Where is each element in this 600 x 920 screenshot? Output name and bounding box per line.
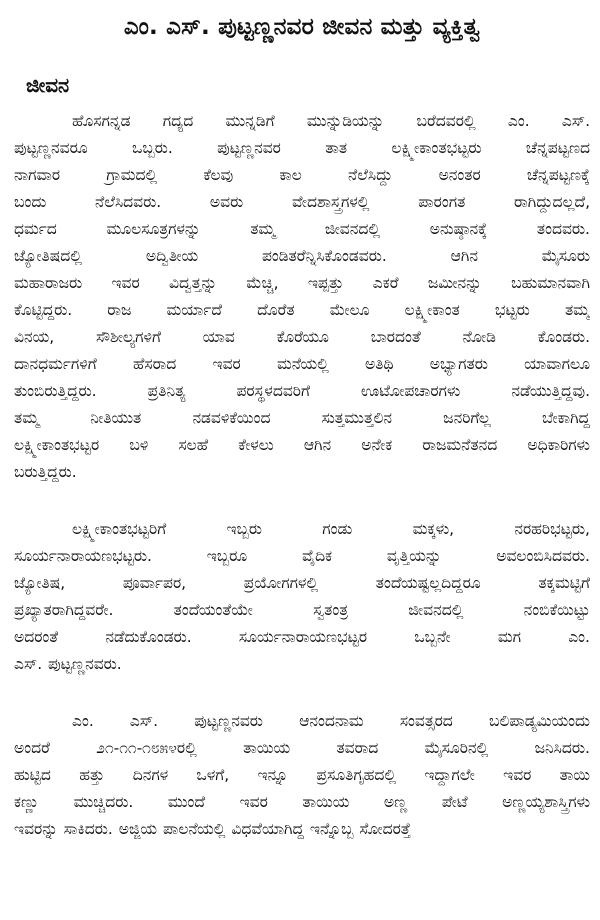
- text-line: ಅದರಂತೆ ನಡೆದುಕೊಂಡರು. ಸೂರ್ಯನಾರಾಯಣಭಟ್ಟರ ಒಬ್ಬನೇ ಮಗ ಎಂ.: [14, 628, 590, 646]
- document-title: ಎಂ. ಎಸ್. ಪುಟ್ಟಣ್ಣನವರ ಜೀವನ ಮತ್ತು ವ್ಯಕ್ತಿತ್ವ: [123, 14, 481, 40]
- text-line: ವಿನಯ, ಸೌಶೀಲ್ಯಗಳಿಗೆ ಯಾವ ಕೊರೆಯೂ ಬಾರದಂತೆ ನೋಡಿ ಕೊಂಡರು.: [14, 328, 590, 346]
- text-line: ಧರ್ಮದ ಮೂಲಸೂತ್ರಗಳನ್ನು ತಮ್ಮ ಜೀವನದಲ್ಲಿ ಅನುಷ್ಠಾನಕ್ಕೆ ತಂದವರು.: [14, 220, 590, 238]
- text-line: ಹುಟ್ಟಿದ ಹತ್ತು ದಿನಗಳ ಒಳಗೆ, ಇನ್ನೂ ಪ್ರಸೂತಿಗೃಹದಲ್ಲಿ ಇದ್ದಾಗಲೇ ಇವರ ತಾಯಿ: [14, 766, 590, 784]
- text-line: ಜ್ಯೋತಿಷದಲ್ಲಿ ಅದ್ವಿತೀಯ ಪಂಡಿತರೆನ್ನಿಸಿಕೊಂಡವರು. ಆಗಿನ ಮೈಸೂರು: [14, 247, 590, 265]
- paragraph-gap: [14, 678, 590, 708]
- body-text: [14, 108, 590, 843]
- text-line: ಸೂರ್ಯನಾರಾಯಣಭಟ್ಟರು. ಇಬ್ಬರೂ ವೈದಿಕ ವೃತ್ತಿಯನ್ನು ಅವಲಂಬಿಸಿದವರು.: [14, 547, 590, 565]
- text-line: ಕಣ್ಣು ಮುಚ್ಚಿದರು. ಮುಂದೆ ಇವರ ತಾಯಿಯ ಅಣ್ಣ ಪೇಟೆ ಅಣ್ಣಯ್ಯಶಾಸ್ತ್ರಿಗಳು: [14, 793, 590, 811]
- text-line: ನಾಗವಾರ ಗ್ರಾಮದಲ್ಲಿ ಕೆಲವು ಕಾಲ ನೆಲೆಸಿದ್ದು ಅನಂತರ ಚೆನ್ನಪಟ್ಟಣಕ್ಕೆ: [14, 166, 590, 184]
- text-line: ಬಂದು ನೆಲೆಸಿದವರು. ಅವರು ವೇದಶಾಸ್ತ್ರಗಳಲ್ಲಿ ಪಾರಂಗತ ರಾಗಿದ್ದುದಲ್ಲದೆ,: [14, 193, 590, 211]
- paragraph: [14, 108, 590, 486]
- paragraph-gap: [14, 486, 590, 516]
- text-line: ತುಂಬಿರುತ್ತಿದ್ದರು. ಪ್ರತಿನಿತ್ಯ ಪರಸ್ಥಳದವರಿಗೆ ಊಟೋಪಚಾರಗಳು ನಡೆಯುತ್ತಿದ್ದವು.: [14, 382, 590, 400]
- text-line: ಮಹಾರಾಜರು ಇವರ ವಿದ್ವತ್ತನ್ನು ಮೆಚ್ಚಿ, ಇಪ್ಪತ್ತು ಎಕರೆ ಜಮೀನನ್ನು ಬಹುಮಾನವಾಗಿ: [14, 274, 590, 292]
- text-line: ಲಕ್ಷ್ಮೀಕಾಂತಭಟ್ಟರ ಬಳಿ ಸಲಹೆ ಕೇಳಲು ಆಗಿನ ಅನೇಕ ರಾಜಮನೆತನದ ಅಧಿಕಾರಿಗಳು: [14, 436, 590, 454]
- text-line: ಬರುತ್ತಿದ್ದರು.: [14, 463, 77, 481]
- text-line: ದಾನಧರ್ಮಗಳಿಗೆ ಹೆಸರಾದ ಇವರ ಮನೆಯಲ್ಲಿ ಅತಿಥಿ ಅಭ್ಯಾಗತರು ಯಾವಾಗಲೂ: [14, 355, 590, 373]
- text-line: ಇವರನ್ನು ಸಾಕಿದರು. ಅಜ್ಜಿಯ ಪಾಲನೆಯಲ್ಲಿ ವಿಧವೆಯಾಗಿದ್ದ ಇನ್ನೊಬ್ಬ ಸೋದರತ್ತೆ: [14, 820, 411, 838]
- text-line: ಪ್ರಖ್ಯಾತರಾಗಿದ್ದವರೇ. ತಂದೆಯಂತೆಯೇ ಸ್ವತಂತ್ರ ಜೀವನದಲ್ಲಿ ನಂಬಿಕೆಯಿಟ್ಟು: [14, 601, 590, 619]
- text-line: ಎಸ್. ಪುಟ್ಟಣ್ಣನವರು.: [14, 655, 122, 673]
- text-line: ತಮ್ಮ ನೀತಿಯುತ ನಡವಳಿಕೆಯಿಂದ ಸುತ್ತಮುತ್ತಲಿನ ಜನರಿಗೆಲ್ಲ ಬೇಕಾಗಿದ್ದ: [14, 409, 590, 427]
- paragraph: [14, 516, 590, 678]
- text-line: ಲಕ್ಷ್ಮೀಕಾಂತಭಟ್ಟರಿಗೆ ಇಬ್ಬರು ಗಂಡು ಮಕ್ಕಳು, ನರಹರಿಭಟ್ಟರು,: [72, 520, 590, 538]
- text-line: ಪುಟ್ಟಣ್ಣನವರೂ ಒಬ್ಬರು. ಪುಟ್ಟಣ್ಣನವರ ತಾತ ಲಕ್ಷ್ಮೀಕಾಂತಭಟ್ಟರು ಚೆನ್ನಪಟ್ಟಣದ: [14, 139, 590, 157]
- text-line: ಎಂ. ಎಸ್. ಪುಟ್ಟಣ್ಣನವರು ಆನಂದನಾಮ ಸಂವತ್ಸರದ ಬಲಿಪಾಡ್ಯಮಿಯಂದು: [72, 712, 590, 730]
- section-heading: ಜೀವನ: [26, 73, 70, 97]
- paragraph: [14, 708, 590, 843]
- text-line: ಅಂದರೆ ೨೧-೧೧-೧೮೫೪ರಲ್ಲಿ ತಾಯಿಯ ತವರಾದ ಮೈಸೂರಿನಲ್ಲಿ ಜನಿಸಿದರು.: [14, 739, 590, 757]
- text-line: ಕೊಟ್ಟಿದ್ದರು. ರಾಜ ಮರ್ಯಾದೆ ದೊರೆತ ಮೇಲೂ ಲಕ್ಷ್ಮೀಕಾಂತ ಭಟ್ಟರು ತಮ್ಮ: [14, 301, 590, 319]
- text-line: ಹೊಸಗನ್ನಡ ಗದ್ಯದ ಮುನ್ನಡಿಗೆ ಮುನ್ನುಡಿಯನ್ನು ಬರೆದವರಲ್ಲಿ ಎಂ. ಎಸ್.: [72, 112, 590, 130]
- text-line: ಜ್ಯೋತಿಷ, ಪೂರ್ವಾಪರ, ಪ್ರಯೋಗಗಳಲ್ಲಿ ತಂದೆಯಷ್ಟಲ್ಲದಿದ್ದರೂ ತಕ್ಕಮಟ್ಟಿಗೆ: [14, 574, 590, 592]
